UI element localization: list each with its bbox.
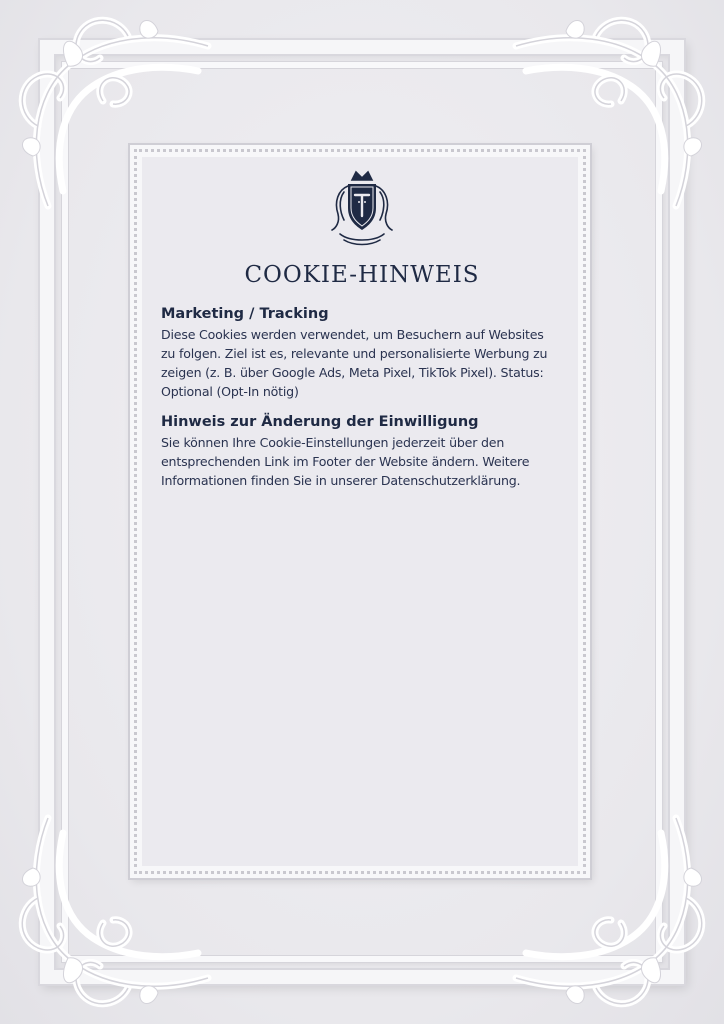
section-heading: Marketing / Tracking <box>161 306 329 322</box>
corner-ornament-icon <box>506 6 716 216</box>
corner-ornament-icon <box>8 6 218 216</box>
page-title: COOKIE-HINWEIS <box>244 262 480 288</box>
corner-ornament-icon <box>8 808 218 1018</box>
section-body: Sie können Ihre Cookie-Einstellungen jederzeit über den entsprechenden Link im Footer der Website ändern. Weitere Informationen finden Sie in unserer Datenschutzerklärung. <box>161 435 530 488</box>
section-body: Diese Cookies werden verwendet, um Besuchern auf Websites zu folgen. Ziel ist es, relevante und personalisierte Werbung zu zeigen (z. B. über Google Ads, Meta Pixel, TikTok Pixel). Status: Optional (Opt-In nötig) <box>161 327 548 399</box>
section-consent-change <box>161 414 561 490</box>
heraldic-crest-icon <box>330 168 394 248</box>
corner-ornament-icon <box>506 808 716 1018</box>
section-heading: Hinweis zur Änderung der Einwilligung <box>161 414 479 430</box>
section-marketing-tracking <box>161 306 561 401</box>
cookie-notice-content <box>161 306 561 490</box>
